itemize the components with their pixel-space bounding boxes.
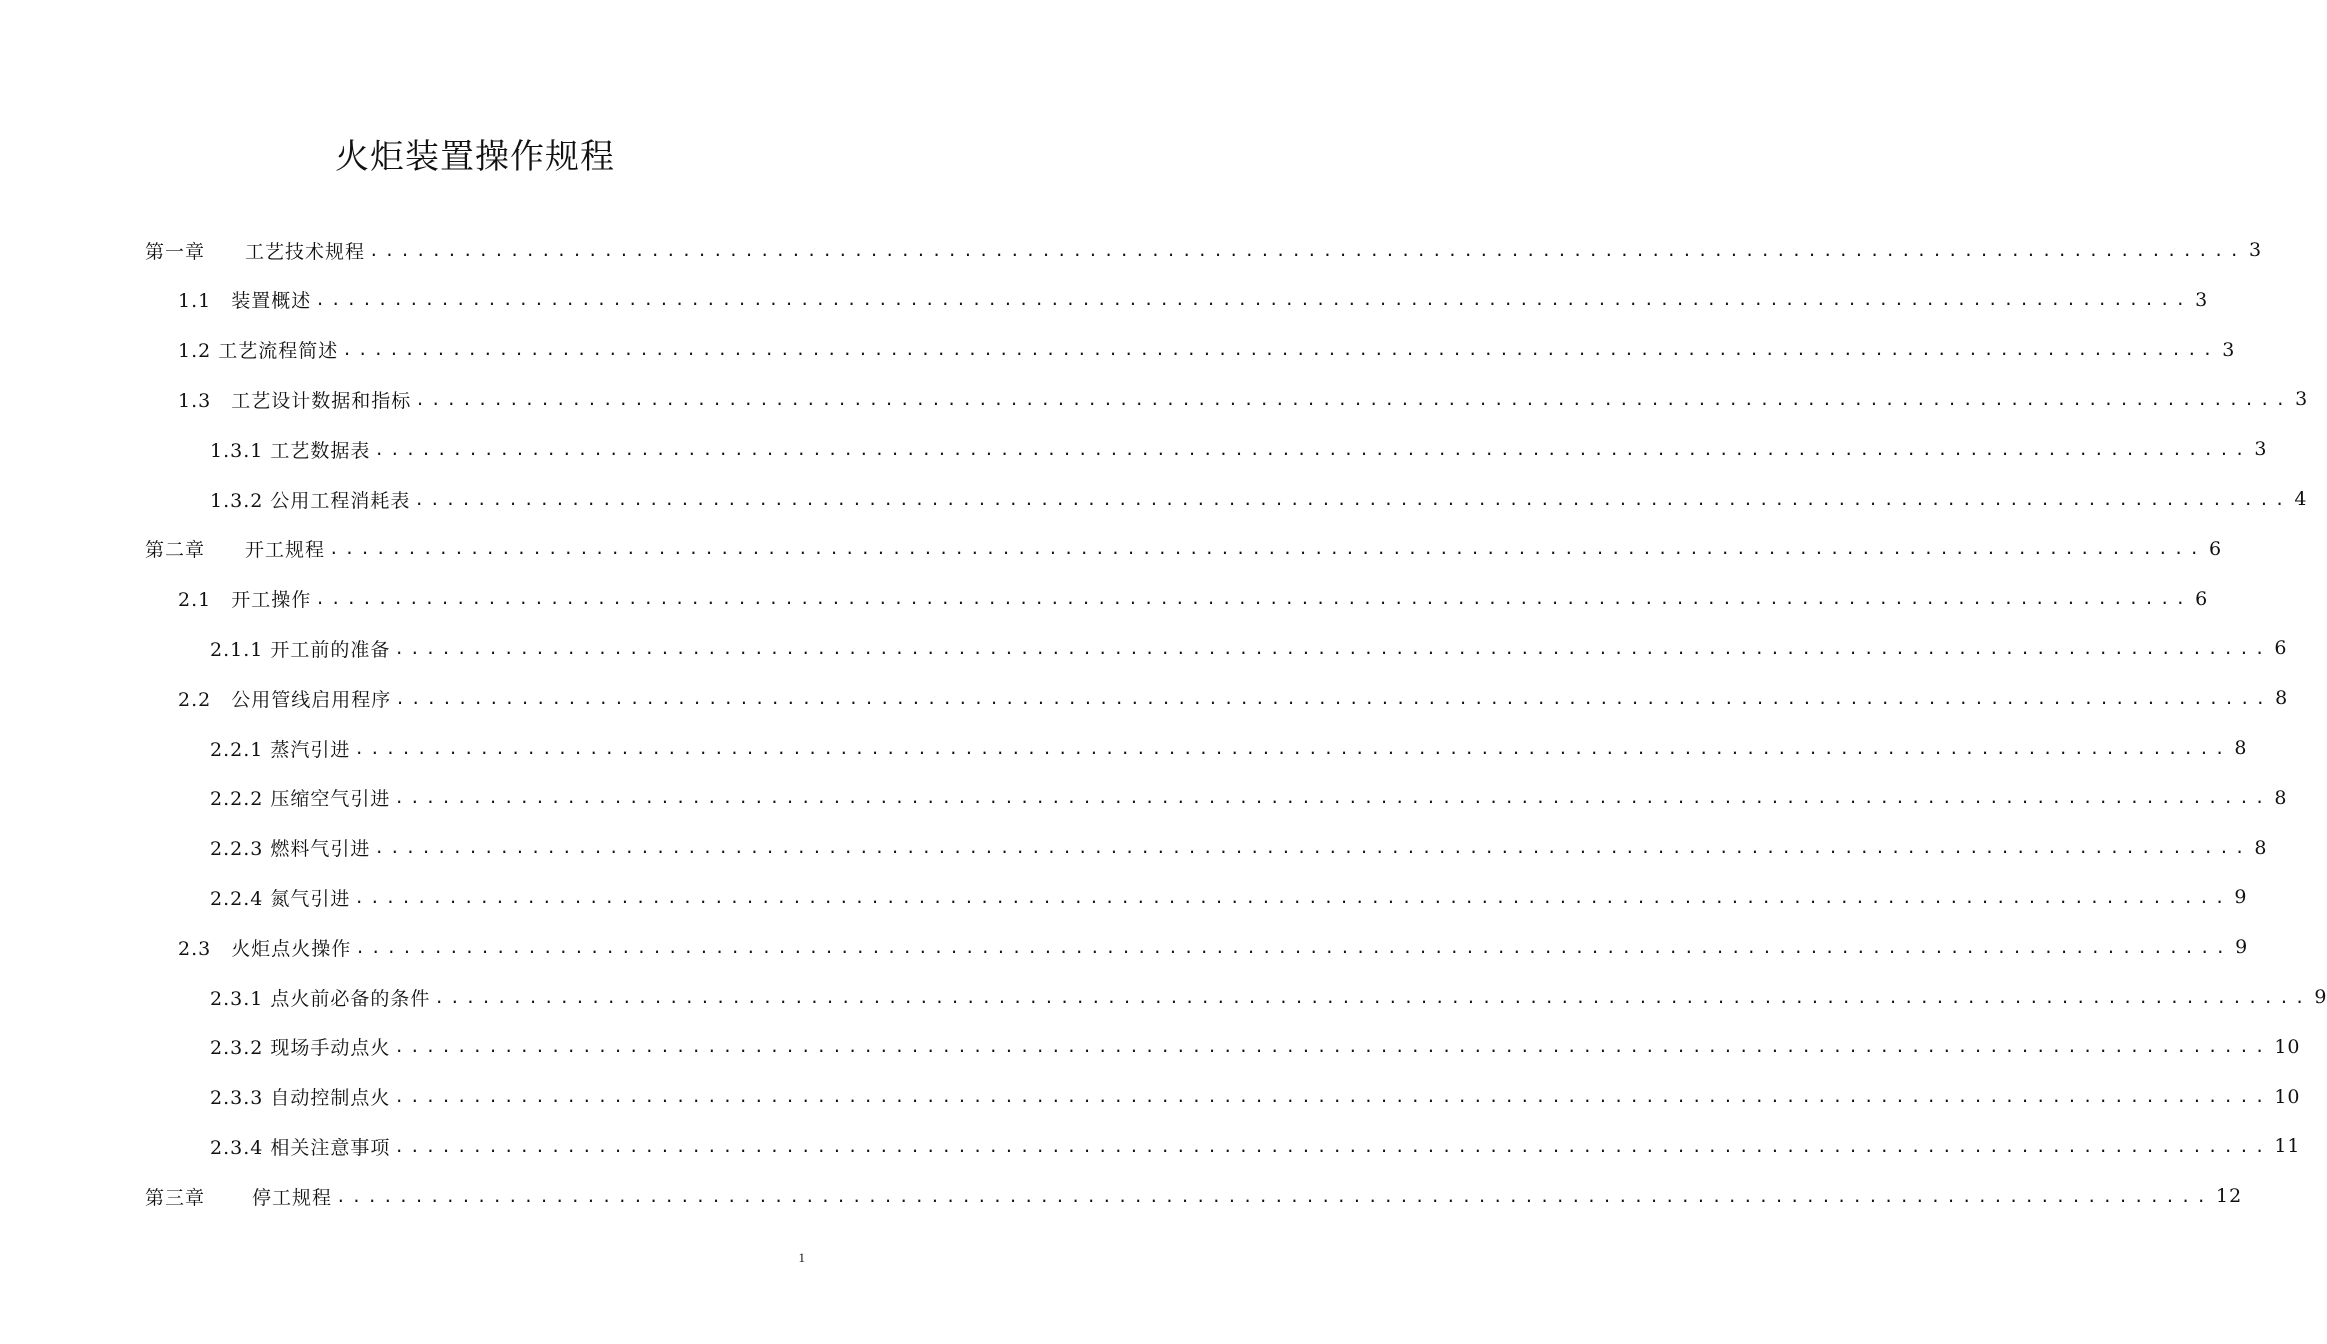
toc-entry-page: 3 bbox=[2254, 438, 2268, 461]
toc-entry-page: 4 bbox=[2294, 488, 2308, 510]
toc-entry-page: 3 bbox=[2248, 239, 2263, 261]
toc-entry-page: 6 bbox=[2195, 587, 2209, 610]
toc-entry-page: 9 bbox=[2314, 986, 2327, 1008]
toc-entry-label: 2.2.4 氮气引进 bbox=[210, 887, 351, 910]
toc-entry[interactable] bbox=[210, 1126, 2301, 1166]
toc-leader-dots: ........................................................................................................................ bbox=[394, 1136, 2271, 1156]
toc-leader-dots: ........................................................................................................................ bbox=[434, 987, 2311, 1007]
toc-leader-dots: ........................................................................................................................ bbox=[369, 240, 2245, 260]
document-title: 火炬装置操作规程 bbox=[335, 137, 615, 177]
toc-entry[interactable] bbox=[210, 828, 2268, 868]
toc-entry-label: 2.3.2 现场手动点火 bbox=[210, 1037, 391, 1060]
toc-entry-page: 3 bbox=[2295, 388, 2309, 411]
toc-entry-label: 1.3 工艺设计数据和指标 bbox=[178, 389, 412, 412]
toc-entry-page: 8 bbox=[2275, 687, 2289, 710]
toc-entry-page: 6 bbox=[2274, 637, 2288, 660]
toc-entry[interactable] bbox=[210, 728, 2248, 768]
toc-entry-label: 第三章 停工规程 bbox=[145, 1186, 333, 1209]
toc-entry[interactable] bbox=[178, 330, 2236, 370]
toc-leader-dots: ........................................................................................................................ bbox=[414, 489, 2291, 509]
toc-entry-page: 3 bbox=[2195, 288, 2209, 311]
toc-entry-label: 2.2.2 压缩空气引进 bbox=[210, 788, 391, 811]
toc-entry-label: 2.1 开工操作 bbox=[178, 589, 312, 612]
toc-entry[interactable] bbox=[178, 678, 2289, 718]
toc-entry-label: 1.3.1 工艺数据表 bbox=[210, 439, 371, 462]
toc-entry-label: 2.3.3 自动控制点火 bbox=[210, 1087, 391, 1110]
toc-entry-page: 8 bbox=[2274, 786, 2288, 809]
toc-leader-dots: ........................................................................................................................ bbox=[374, 439, 2251, 459]
toc-entry[interactable] bbox=[210, 479, 2308, 519]
toc-leader-dots: ........................................................................................................................ bbox=[354, 738, 2231, 758]
toc-entry-page: 12 bbox=[2215, 1185, 2243, 1208]
toc-entry[interactable] bbox=[210, 977, 2327, 1017]
toc-entry[interactable] bbox=[145, 1176, 2243, 1216]
toc-leader-dots: ........................................................................................................................ bbox=[394, 788, 2271, 808]
toc-leader-dots: ........................................................................................................................ bbox=[394, 1087, 2271, 1107]
toc-entry-label: 1.1 装置概述 bbox=[178, 290, 312, 313]
toc-entry[interactable] bbox=[210, 778, 2288, 818]
toc-leader-dots: ........................................................................................................................ bbox=[354, 887, 2231, 907]
toc-entry-label: 2.2 公用管线启用程序 bbox=[178, 688, 392, 711]
toc-entry-label: 1.2 工艺流程简述 bbox=[178, 340, 339, 363]
toc-leader-dots: ........................................................................................................................ bbox=[395, 688, 2272, 708]
toc-entry-label: 2.1.1 开工前的准备 bbox=[210, 638, 391, 661]
toc-entry-label: 2.3.4 相关注意事项 bbox=[210, 1136, 391, 1159]
toc-entry-page: 10 bbox=[2274, 1035, 2301, 1058]
toc-entry-label: 2.2.1 蒸汽引进 bbox=[210, 738, 351, 761]
toc-entry-page: 8 bbox=[2254, 836, 2268, 859]
toc-entry[interactable] bbox=[178, 579, 2209, 619]
toc-entry-page: 11 bbox=[2274, 1135, 2301, 1158]
toc-entry-page: 9 bbox=[2235, 936, 2249, 959]
toc-leader-dots: ........................................................................................................................ bbox=[336, 1186, 2212, 1206]
toc-entry-label: 第二章 开工规程 bbox=[145, 539, 326, 562]
toc-entry[interactable] bbox=[210, 1027, 2301, 1067]
toc-leader-dots: ........................................................................................................................ bbox=[315, 290, 2192, 310]
toc-entry-page: 10 bbox=[2274, 1085, 2301, 1108]
toc-leader-dots: ........................................................................................................................ bbox=[394, 638, 2271, 658]
toc-entry-label: 2.3.1 点火前必备的条件 bbox=[210, 987, 431, 1010]
toc-leader-dots: ........................................................................................................................ bbox=[329, 539, 2205, 559]
toc-entry[interactable] bbox=[210, 877, 2248, 917]
toc-entry[interactable] bbox=[178, 280, 2209, 320]
toc-entry[interactable] bbox=[210, 628, 2288, 668]
toc-entry-page: 9 bbox=[2234, 886, 2248, 909]
toc-entry-label: 2.3 火炬点火操作 bbox=[178, 937, 352, 960]
toc-entry[interactable] bbox=[145, 230, 2263, 270]
toc-entry[interactable] bbox=[210, 1077, 2301, 1117]
toc-entry-page: 3 bbox=[2222, 338, 2236, 361]
toc-entry[interactable] bbox=[145, 529, 2223, 569]
toc-entry-label: 第一章 工艺技术规程 bbox=[145, 240, 366, 263]
toc-entry[interactable] bbox=[210, 429, 2268, 469]
toc-entry[interactable] bbox=[178, 927, 2249, 967]
toc-leader-dots: ........................................................................................................................ bbox=[415, 389, 2292, 409]
toc-entry-label: 2.2.3 燃料气引进 bbox=[210, 838, 371, 861]
toc-entry-page: 8 bbox=[2234, 737, 2248, 759]
toc-entry-page: 6 bbox=[2208, 537, 2223, 560]
toc-leader-dots: ........................................................................................................................ bbox=[355, 937, 2232, 957]
toc-leader-dots: ........................................................................................................................ bbox=[342, 340, 2219, 360]
toc-leader-dots: ........................................................................................................................ bbox=[374, 838, 2251, 858]
toc-leader-dots: ........................................................................................................................ bbox=[394, 1037, 2271, 1057]
toc-entry[interactable] bbox=[178, 379, 2309, 419]
page-number: 1 bbox=[798, 1250, 805, 1265]
toc-entry-label: 1.3.2 公用工程消耗表 bbox=[210, 489, 411, 512]
toc-leader-dots: ........................................................................................................................ bbox=[315, 589, 2192, 609]
